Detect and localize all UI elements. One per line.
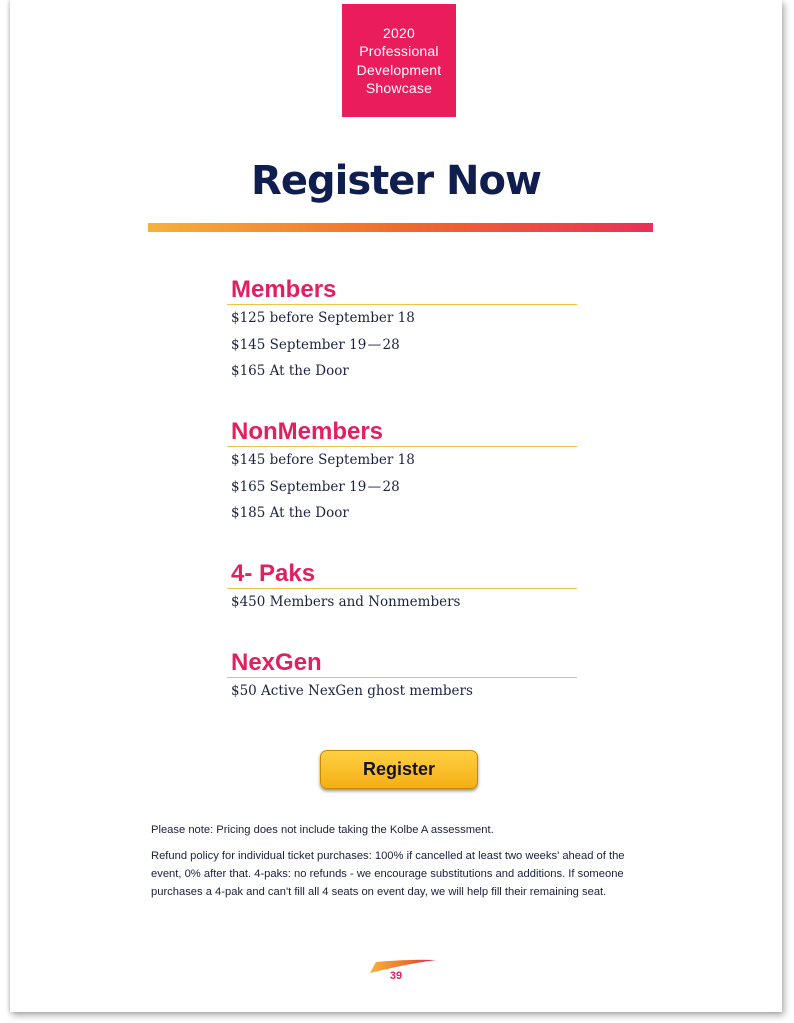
pricing-section-nonmembers [227, 418, 577, 527]
register-button[interactable]: Register [320, 750, 478, 789]
page-number: 39 [389, 970, 403, 982]
price-line: $50 Active NexGen ghost members [231, 683, 473, 699]
price-line: $165 September 19 — 28 [231, 478, 400, 495]
price-line: $165 At the Door [231, 363, 349, 379]
price-line: $145 before September 18 [231, 452, 415, 468]
gradient-divider [148, 223, 653, 232]
event-badge [342, 4, 456, 117]
section-heading: Members [227, 276, 577, 305]
price-line: $145 September 19 — 28 [231, 336, 400, 353]
badge-line-3: Showcase [365, 80, 433, 96]
pricing-section-members [227, 276, 577, 385]
badge-line-2: Development [356, 61, 442, 78]
badge-line-year: 2020 [383, 24, 415, 41]
page-title: Register Now [251, 158, 541, 204]
pricing-section-4-paks [227, 560, 577, 616]
refund-policy-note: Refund policy for individual ticket purchases: 100% if cancelled at least two weeks' ahead of the event, 0% after that. 4-paks: no refunds - we encourage substitutions and additions. If someone purchases a 4-pak and can't fill all 4 seats on event day, we will help fill their remaining seat. [151, 850, 625, 898]
section-heading: 4- Paks [227, 560, 577, 589]
pricing-section-nexgen [227, 649, 577, 705]
price-line: $450 Members and Nonmembers [231, 594, 461, 610]
pricing-note: Please note: Pricing does not include taking the Kolbe A assessment. [151, 824, 494, 836]
section-heading: NonMembers [227, 418, 577, 447]
price-line: $125 before September 18 [231, 310, 415, 326]
badge-line-1: Professional [359, 43, 439, 59]
section-heading: NexGen [227, 649, 577, 678]
document-page [10, 0, 782, 1012]
price-line: $185 At the Door [231, 505, 349, 521]
